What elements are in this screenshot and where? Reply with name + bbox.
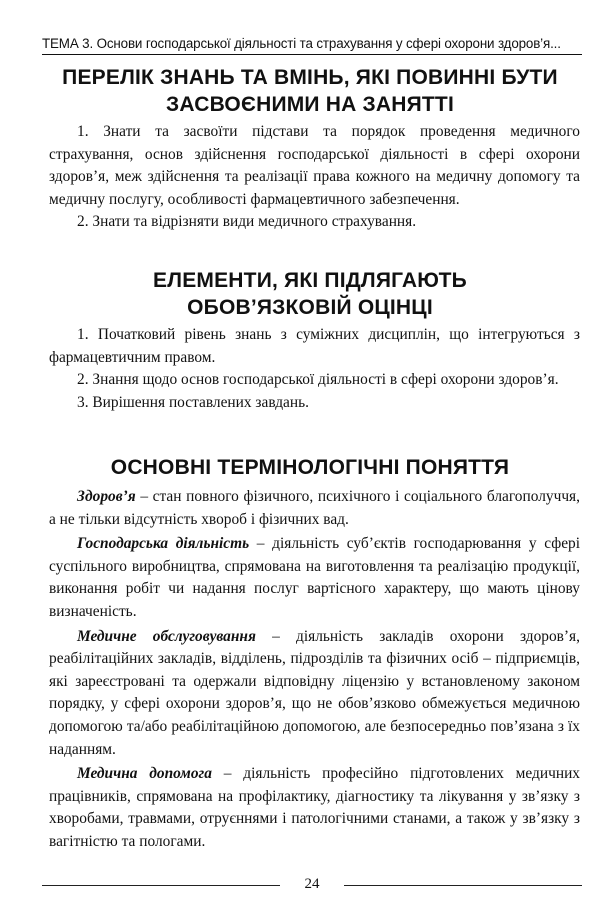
page-footer [42,874,582,894]
heading-line: ОБОВ’ЯЗКОВІЙ ОЦІНЦІ [187,296,433,319]
definition-medical-service [49,626,580,762]
section-heading-assessment [40,267,580,321]
definition-term: Господарська діяльність [77,535,250,553]
heading-line: ПЕРЕЛІК ЗНАНЬ ТА ВМІНЬ, ЯКІ ПОВИННІ БУТИ [62,66,558,89]
definition-health [49,486,580,531]
heading-line: ОСНОВНІ ТЕРМІНОЛОГІЧНІ ПОНЯТТЯ [110,456,510,479]
heading-line: ЕЛЕМЕНТИ, ЯКІ ПІДЛЯГАЮТЬ [153,269,467,292]
header-rule [42,54,582,55]
running-header: ТЕМА 3. Основи господарської діяльності та страхування у сфері охорони здоров’я... [42,36,561,51]
definitions-list [49,486,580,854]
definition-term: Медична допомога [77,765,212,783]
definition-term: Здоров’я [77,488,136,505]
list-item: 1. Знати та засвоїти підстави та порядок проведення медичного страхування, основ здійснення господарської діяльності в сфері охорони здоров’я, меж здійснення та реалізації права кожного на медичну допомогу та медичну послугу, особливості фармацевтичного забезпечення. [49,123,580,208]
section-body-knowledge [49,121,580,234]
definition-medical-care [49,763,580,853]
footer-rule-right [344,885,582,886]
page-number: 24 [304,876,320,892]
list-item: 2. Знати та відрізняти види медичного страхування. [77,213,417,231]
definition-term: Медичне обслуговування [77,627,256,645]
definition-economic-activity [49,533,580,623]
section-heading-knowledge [40,64,580,118]
list-item: 1. Початковий рівень знань з суміжних дисциплін, що інтегруються з фармацевтичним правом. [49,326,580,366]
heading-line: ЗАСВОЄНИМИ НА ЗАНЯТТІ [166,93,454,116]
section-heading-terms [40,454,580,481]
definition-text: – діяльність суб’єктів господарювання у сфері суспільного виробництва, спрямована на виготовлення та реалізацію продукції, виконання робіт чи надання послуг вартісного характеру, що мають цінову визначеність. [49,535,580,620]
definition-text: – діяльність закладів охорони здоров’я, реабілітаційних закладів, відділень, підрозділів та фізичних осіб – підприємців, які зареєстровані та одержали відповідну ліцензію у встановленому законом порядку, у сфері охорони здоров’я, що не обов’язково обмежується медичною допомогою та/або реабілітаційною допомогою, але безпосередньо пов’язана з їх наданням. [49,627,580,758]
section-body-assessment [49,324,580,414]
definition-text: – стан повного фізичного, психічного і соціального благополуччя, а не тільки відсутність хвороб і фізичних вад. [49,488,580,528]
list-item: 2. Знання щодо основ господарської діяльності в сфері охорони здоров’я. [77,371,559,389]
list-item: 3. Вирішення поставлених завдань. [77,393,309,411]
definition-text: – діяльність професійно підготовлених медичних працівників, спрямована на профілактику, діагностику та лікування у зв’язку з хворобами, травмами, отруєннями і патологічними станами, а також у зв’язку з вагітністю та пологами. [49,765,580,850]
